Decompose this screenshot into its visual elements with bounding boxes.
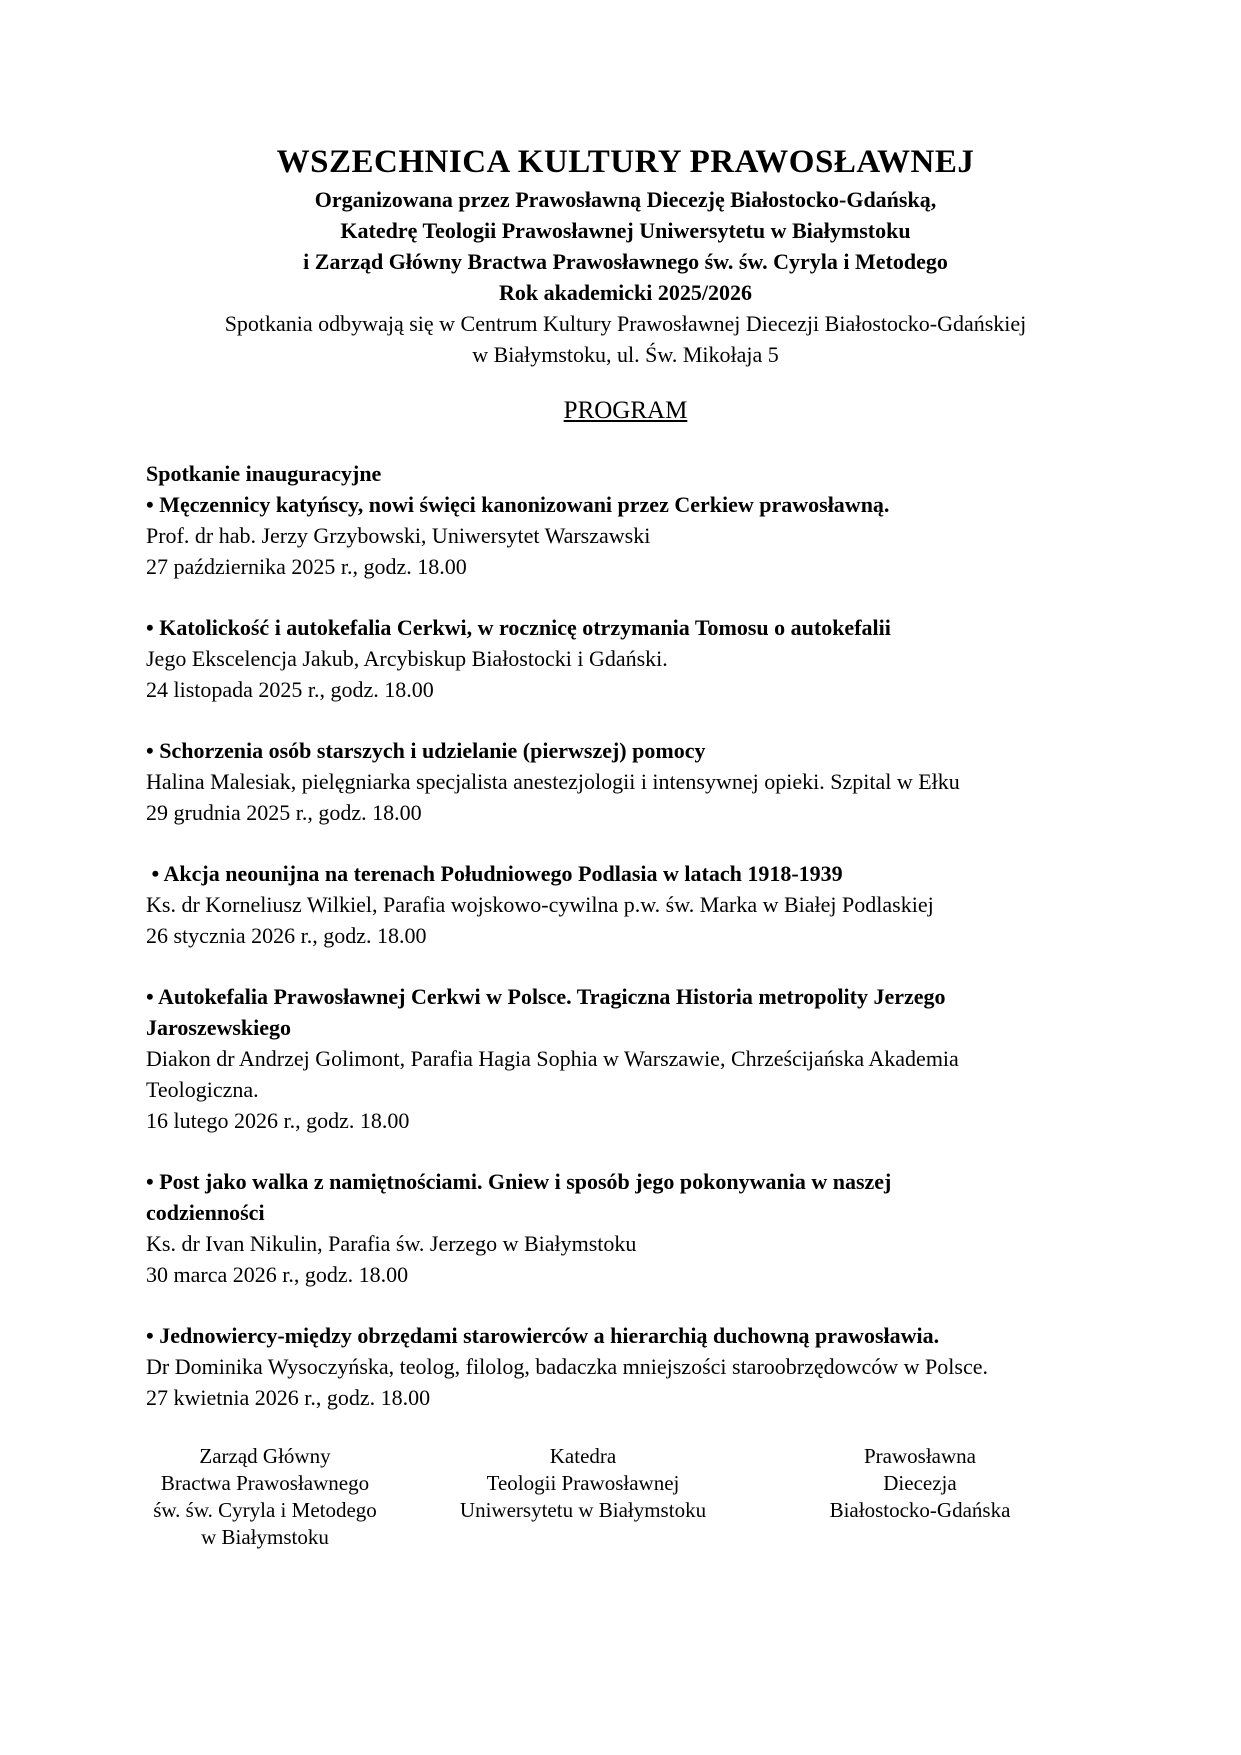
section-title-line: • Autokefalia Prawosławnej Cerkwi w Polsce. Tragiczna Historia metropolity Jerzego xyxy=(146,984,946,1009)
program-sections xyxy=(146,458,1121,1413)
organizer-line-3: i Zarząd Główny Bractwa Prawosławnego św. św. Cyryla i Metodego xyxy=(303,249,948,274)
section-detail-line: Halina Malesiak, pielęgniarka specjalista anestezjologii i intensywnej opieki. Szpital w Ełku xyxy=(146,769,960,794)
section-title-line: • Schorzenia osób starszych i udzielanie (pierwszej) pomocy xyxy=(146,738,706,763)
footer-line: Zarząd Główny xyxy=(199,1444,331,1468)
section-detail-line: 26 stycznia 2026 r., godz. 18.00 xyxy=(146,923,427,948)
footer-column xyxy=(125,1443,405,1551)
document-header xyxy=(146,0,1105,370)
footer-line: Diecezja xyxy=(883,1471,957,1495)
program-section xyxy=(146,858,1121,951)
section-detail-line: 27 kwietnia 2026 r., godz. 18.00 xyxy=(146,1385,431,1410)
program-section xyxy=(146,458,1121,582)
section-detail-line: 27 października 2025 r., godz. 18.00 xyxy=(146,554,467,579)
section-detail-line: 30 marca 2026 r., godz. 18.00 xyxy=(146,1262,409,1287)
footer-line: Prawosławna xyxy=(864,1444,976,1468)
section-detail-line: Prof. dr hab. Jerzy Grzybowski, Uniwersytet Warszawski xyxy=(146,523,651,548)
footer-column xyxy=(418,1443,748,1551)
section-detail-line: Dr Dominika Wysoczyńska, teolog, filolog, badaczka mniejszości staroobrzędowców w Polsce. xyxy=(146,1354,988,1379)
section-detail-line: Ks. dr Korneliusz Wilkiel, Parafia wojskowo-cywilna p.w. św. Marka w Białej Podlaskiej xyxy=(146,892,934,917)
academic-year-line: Rok akademicki 2025/2026 xyxy=(498,280,753,305)
section-title-line: • Akcja neounijna na terenach Południowego Podlasia w latach 1918-1939 xyxy=(146,861,843,886)
program-section xyxy=(146,735,1121,828)
location-line-1: Spotkania odbywają się w Centrum Kultury Prawosławnej Diecezji Białostocko-Gdańskiej xyxy=(224,311,1027,336)
program-section xyxy=(146,612,1121,705)
footer-line: Katedra xyxy=(549,1444,617,1468)
program-section xyxy=(146,1320,1121,1413)
section-title-line: • Post jako walka z namiętnościami. Gniew i sposób jego pokonywania w naszej xyxy=(146,1169,892,1194)
section-detail-line: 16 lutego 2026 r., godz. 18.00 xyxy=(146,1108,410,1133)
document-title: WSZECHNICA KULTURY PRAWOSŁAWNEJ xyxy=(276,144,975,180)
footer-line: Uniwersytetu w Białymstoku xyxy=(459,1498,707,1522)
document-footer xyxy=(0,1443,1241,1551)
location-line-2: w Białymstoku, ul. Św. Mikołaja 5 xyxy=(472,342,779,367)
section-title-line: Jaroszewskiego xyxy=(146,1015,292,1040)
section-detail-line: Ks. dr Ivan Nikulin, Parafia św. Jerzego w Białymstoku xyxy=(146,1231,637,1256)
section-title-line: Spotkanie inauguracyjne xyxy=(146,461,382,486)
program-heading-text: PROGRAM xyxy=(563,397,688,424)
footer-line: Teologii Prawosławnej xyxy=(486,1471,680,1495)
program-section xyxy=(146,981,1121,1136)
section-title-line: • Katolickość i autokefalia Cerkwi, w rocznicę otrzymania Tomosu o autokefalii xyxy=(146,615,891,640)
section-detail-line: 24 listopada 2025 r., godz. 18.00 xyxy=(146,677,434,702)
organizer-line-1: Organizowana przez Prawosławną Diecezję Białostocko-Gdańską, xyxy=(314,187,937,212)
program-section xyxy=(146,1166,1121,1290)
section-detail-line: 29 grudnia 2025 r., godz. 18.00 xyxy=(146,800,422,825)
section-title-line: • Męczennicy katyńscy, nowi święci kanonizowani przez Cerkiew prawosławną. xyxy=(146,492,890,517)
section-detail-line: Diakon dr Andrzej Golimont, Parafia Hagia Sophia w Warszawie, Chrześcijańska Akademia xyxy=(146,1046,959,1071)
footer-line: Bractwa Prawosławnego xyxy=(160,1471,370,1495)
footer-line: w Białymstoku xyxy=(201,1525,329,1549)
section-title-line: • Jednowiercy-między obrzędami starowierców a hierarchią duchowną prawosławia. xyxy=(146,1323,940,1348)
footer-line: Białostocko-Gdańska xyxy=(829,1498,1011,1522)
section-detail-line: Jego Ekscelencja Jakub, Arcybiskup Białostocki i Gdański. xyxy=(146,646,668,671)
section-title-line: codzienności xyxy=(146,1200,265,1225)
organizer-line-2: Katedrę Teologii Prawosławnej Uniwersytetu w Białymstoku xyxy=(340,218,911,243)
footer-column xyxy=(755,1443,1085,1551)
section-detail-line: Teologiczna. xyxy=(146,1077,259,1102)
program-heading xyxy=(146,394,1105,428)
footer-line: św. św. Cyryla i Metodego xyxy=(153,1498,377,1522)
